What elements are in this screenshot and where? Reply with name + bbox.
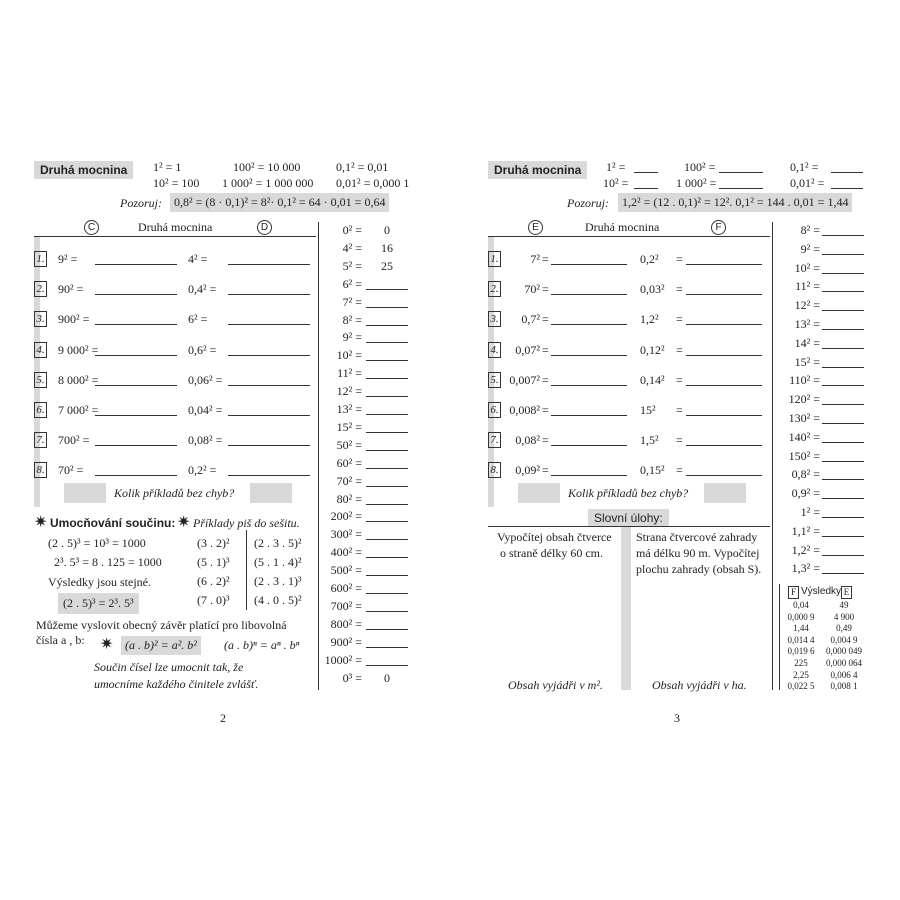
exercise: (4 . 0 . 5)² — [254, 593, 302, 607]
umoc-line: Výsledky jsou stejné. — [48, 575, 151, 589]
example: 100² = 10 000 — [233, 160, 301, 174]
square-label: 9² = — [800, 241, 820, 256]
right-title: Druhá mocnina — [488, 161, 587, 179]
row-number: 7. — [34, 432, 47, 448]
answer-blank[interactable] — [686, 284, 762, 295]
soucin-note: umocníme každého činitele zvlášť. — [94, 677, 259, 691]
task-text: Strana čtvercové zahrady — [636, 530, 758, 544]
square-value: 0 — [384, 223, 390, 237]
square-label: 1,1² = — [791, 523, 820, 538]
example: 100² = — [684, 160, 716, 174]
exercise-c: 700² = — [58, 433, 90, 448]
general-rule-text: Můžeme vyslovit obecný závěr platící pro libovolná — [36, 618, 287, 632]
answer-blank[interactable] — [366, 315, 408, 326]
square-label: 13² = — [336, 402, 362, 416]
exercise: (5 . 1)³ — [197, 555, 230, 569]
result-e: 0,49 — [836, 623, 852, 634]
answer-blank[interactable] — [822, 357, 864, 368]
square-label: 10² = — [794, 260, 820, 275]
square-label: 8² = — [800, 223, 820, 237]
word-problems-title: Slovní úlohy: — [588, 509, 669, 527]
square-label: 900² = — [330, 634, 362, 649]
answer-blank[interactable] — [366, 494, 408, 505]
result-e: 49 — [839, 600, 849, 610]
square-value: 25 — [381, 258, 393, 273]
example: 10² = 100 — [153, 176, 200, 190]
exercise-e: 0,07² — [515, 342, 540, 357]
column-d-marker: D — [257, 220, 272, 235]
exercise-d: 0,2² = — [188, 463, 217, 478]
row-number: 5. — [488, 372, 501, 388]
result-e: 0,000 064 — [826, 658, 862, 668]
square-label: 80² = — [336, 491, 362, 506]
square-label: 13² = — [794, 317, 820, 331]
square-label: 1000² = — [324, 652, 362, 667]
square-label: 1,3² = — [791, 561, 820, 576]
kolik-question: Kolik příkladů bez chyb? — [568, 486, 689, 500]
answer-blank[interactable] — [366, 279, 408, 290]
square-label: 700² = — [330, 598, 362, 613]
answer-blank[interactable] — [822, 244, 864, 255]
answer-blank[interactable] — [822, 263, 864, 274]
answer-blank[interactable] — [551, 405, 627, 416]
equals-sign: = — [542, 372, 549, 387]
result-f: 0,022 5 — [787, 681, 815, 692]
exercise-d: 0,6² = — [188, 342, 217, 357]
column-c-marker: C — [84, 220, 99, 235]
answer-blank[interactable] — [228, 465, 310, 476]
result-f: 0,019 6 — [787, 646, 815, 657]
answer-blank[interactable] — [95, 435, 177, 446]
square-label: 11² = — [795, 279, 820, 294]
row-number: 7. — [488, 432, 501, 448]
square-label: 12² = — [336, 384, 362, 399]
answer-blank[interactable] — [366, 350, 408, 361]
exercise-d: 0,04² = — [188, 403, 223, 417]
equals-sign: = — [676, 342, 683, 357]
column-f-marker: F — [711, 220, 726, 235]
square-label: 70² = — [336, 473, 362, 488]
square-label: 14² = — [794, 335, 820, 350]
left-title: Druhá mocnina — [34, 161, 133, 179]
answer-blank[interactable] — [686, 465, 762, 476]
pozoruj-label: Pozoruj: — [567, 196, 609, 210]
equals-sign: = — [676, 403, 683, 417]
square-label: 8² = — [342, 312, 362, 327]
example: 0,1² = 0,01 — [336, 160, 389, 174]
exercise-c: 70² = — [58, 463, 84, 478]
answer-blank[interactable] — [366, 422, 408, 433]
answer-blank[interactable] — [228, 435, 310, 446]
example: 0,1² = — [790, 160, 819, 174]
example: 0,01² = — [790, 176, 825, 190]
answer-blank[interactable] — [366, 565, 408, 576]
formula-box: (a . b)² = a². b² — [121, 636, 201, 655]
row-number: 1. — [488, 251, 501, 267]
star-icon: ✷ — [100, 636, 114, 653]
equals-sign: = — [542, 463, 549, 478]
answer-blank[interactable] — [822, 545, 864, 556]
exercise: (3 . 2)² — [197, 536, 230, 550]
priklady-note: Příklady piš do sešitu. — [193, 516, 300, 530]
answer-blank[interactable] — [366, 655, 408, 666]
square-label: 9² = — [342, 330, 362, 345]
answer-blank[interactable] — [822, 281, 864, 292]
exercise-e: 0,08² — [515, 433, 540, 448]
square-label: 500² = — [330, 563, 362, 578]
answer-blank[interactable] — [822, 469, 864, 480]
exercise-f: 1,2² — [640, 312, 659, 327]
pozoruj-expression: 1,2² = (12 . 0,1)² = 12². 0,1² = 144 . 0,01 = 1,44 — [618, 193, 852, 212]
row-number: 5. — [34, 372, 47, 388]
square-label: 1,2² = — [791, 542, 820, 557]
answer-blank[interactable] — [366, 547, 408, 558]
answer-blank[interactable] — [366, 583, 408, 594]
row-number: 3. — [488, 311, 501, 327]
answer-blank[interactable] — [366, 332, 408, 343]
square-label: 60² = — [336, 455, 362, 470]
soucin-note: Součin čísel lze umocnit tak, že — [94, 660, 244, 674]
answer-blank[interactable] — [228, 284, 310, 295]
answer-blank[interactable] — [366, 476, 408, 487]
square-label: 300² = — [330, 527, 362, 542]
answer-blank[interactable] — [822, 563, 864, 574]
equals-sign: = — [542, 282, 549, 297]
exercise-f: 15² — [640, 403, 656, 417]
row-number: 8. — [488, 462, 501, 478]
answer-blank[interactable] — [366, 386, 408, 397]
answer-blank[interactable] — [95, 345, 177, 356]
answer-blank[interactable] — [686, 405, 762, 416]
answer-blank[interactable] — [366, 458, 408, 469]
answer-blank[interactable] — [551, 465, 627, 476]
answer-blank[interactable] — [551, 314, 627, 325]
square-value: 0 — [384, 670, 390, 685]
answer-blank[interactable] — [686, 254, 762, 265]
exercise-e: 0,7² — [521, 312, 540, 327]
square-label: 12² = — [794, 298, 820, 313]
equals-sign: = — [542, 252, 549, 266]
square-value: 16 — [381, 240, 393, 255]
answer-blank[interactable] — [551, 284, 627, 295]
answer-blank[interactable] — [822, 432, 864, 443]
exercise-c: 9² = — [58, 252, 78, 266]
answer-blank[interactable] — [95, 314, 177, 325]
square-label: 7² = — [342, 294, 362, 309]
example: 1 000² = — [676, 176, 717, 190]
exercise-f: 1,5² — [640, 433, 659, 448]
umoc-line: (2 . 5)³ = 10³ = 1000 — [48, 536, 146, 550]
obsah-note: Obsah vyjádři v ha. — [652, 678, 747, 692]
answer-blank[interactable] — [228, 405, 310, 416]
equals-sign: = — [542, 403, 549, 417]
equals-sign: = — [676, 312, 683, 327]
task-text: má délku 90 m. Vypočítej — [636, 546, 760, 560]
square-label: 150² = — [788, 448, 820, 463]
row-number: 6. — [34, 402, 47, 418]
exercise-e: 0,09² — [515, 463, 540, 478]
pozoruj-label: Pozoruj: — [120, 196, 162, 210]
answer-blank[interactable] — [822, 451, 864, 462]
answer-blank[interactable] — [551, 254, 627, 265]
exercise-e: 0,008² — [509, 403, 540, 417]
answer-blank[interactable] — [228, 314, 310, 325]
answer-blank[interactable] — [95, 254, 177, 265]
answer-blank[interactable] — [822, 526, 864, 537]
example: 0,01² = 0,000 1 — [336, 176, 410, 190]
equals-sign: = — [542, 342, 549, 357]
task-text: plochu zahrady (obsah S). — [636, 562, 762, 576]
result-f: 0,000 9 — [787, 611, 815, 622]
exercise-f: 0,2² — [640, 252, 659, 266]
page-number: 2 — [220, 711, 226, 725]
exercise-e: 0,007² — [509, 372, 540, 387]
square-label: 50² = — [336, 437, 362, 452]
answer-blank[interactable] — [366, 297, 408, 308]
formula: (a . b)ⁿ = aⁿ . bⁿ — [224, 638, 300, 652]
answer-blank[interactable] — [366, 440, 408, 451]
row-number: 1. — [34, 251, 47, 267]
square-label: 130² = — [788, 411, 820, 425]
answer-blank[interactable] — [822, 225, 864, 236]
row-number: 2. — [488, 281, 501, 297]
row-number: 8. — [34, 462, 47, 478]
exercise-c: 7 000² = — [58, 403, 99, 417]
result-f: 0,014 4 — [787, 634, 815, 645]
exercise-d: 0,4² = — [188, 282, 217, 297]
example: 10² = — [603, 176, 629, 190]
answer-blank[interactable] — [551, 375, 627, 386]
answer-blank[interactable] — [822, 338, 864, 349]
answer-blank[interactable] — [228, 375, 310, 386]
answer-blank[interactable] — [95, 465, 177, 476]
answer-blank[interactable] — [95, 375, 177, 386]
square-label: 0,8² = — [791, 467, 820, 482]
equals-sign: = — [676, 463, 683, 478]
result-f: 1,44 — [793, 623, 809, 634]
equals-sign: = — [542, 433, 549, 448]
obsah-note: Obsah vyjádři v m². — [508, 678, 603, 692]
result-e: 0,004 9 — [830, 634, 858, 645]
answer-blank[interactable] — [822, 319, 864, 330]
row-number: 2. — [34, 281, 47, 297]
row-number: 4. — [34, 342, 47, 358]
answer-blank[interactable] — [366, 404, 408, 415]
exercise: (5 . 1 . 4)² — [254, 555, 302, 569]
result-f: 2,25 — [793, 669, 809, 680]
exercise: (7 . 0)³ — [197, 593, 230, 607]
result-e: 0,008 1 — [830, 681, 858, 692]
column-title: Druhá mocnina — [585, 220, 660, 234]
exercise-f: 0,15² — [640, 463, 665, 478]
answer-blank[interactable] — [551, 345, 627, 356]
square-label: 200² = — [330, 509, 362, 524]
square-label: 6² = — [342, 276, 362, 291]
square-label: 10² = — [336, 348, 362, 363]
result-e: 0,006 4 — [830, 669, 858, 680]
answer-blank[interactable] — [686, 314, 762, 325]
result-e: 4 900 — [833, 611, 855, 622]
exercise-d: 4² = — [188, 252, 208, 266]
answer-blank[interactable] — [366, 368, 408, 379]
square-label: 400² = — [330, 545, 362, 560]
exercise-f: 0,14² — [640, 372, 665, 387]
star-icon: ✷ — [177, 514, 191, 531]
answer-blank[interactable] — [228, 345, 310, 356]
answer-blank[interactable] — [822, 394, 864, 405]
vysledky-f-marker: F — [788, 586, 799, 599]
answer-blank[interactable] — [228, 254, 310, 265]
umoc-title: Umocňování součinu: — [50, 516, 176, 530]
row-number: 4. — [488, 342, 501, 358]
square-label: 0,9² = — [791, 486, 820, 501]
kolik-question: Kolik příkladů bez chyb? — [114, 486, 235, 500]
column-title: Druhá mocnina — [138, 220, 213, 234]
square-label: 11² = — [337, 366, 362, 381]
answer-blank[interactable] — [95, 405, 177, 416]
umoc-rule-box: (2 . 5)³ = 2³. 5³ — [58, 593, 139, 614]
answer-blank[interactable] — [551, 435, 627, 446]
column-e-marker: E — [528, 220, 543, 235]
star-icon: ✷ — [34, 514, 48, 531]
pozoruj-expression: 0,8² = (8 · 0,1)² = 8²· 0,1² = 64 · 0,01 = 0,64 — [170, 193, 389, 212]
example: 1² = 1 — [153, 160, 182, 174]
answer-blank[interactable] — [366, 511, 408, 522]
exercise-c: 9 000² = — [58, 342, 99, 357]
answer-blank[interactable] — [366, 601, 408, 612]
answer-blank[interactable] — [686, 375, 762, 386]
exercise: (2 . 3 . 1)³ — [254, 574, 302, 588]
exercise-c: 900² = — [58, 312, 90, 327]
equals-sign: = — [676, 433, 683, 448]
answer-blank[interactable] — [686, 435, 762, 446]
square-label: 140² = — [788, 429, 820, 444]
answer-blank[interactable] — [822, 507, 864, 518]
exercise-d: 6² = — [188, 312, 208, 327]
square-label: 600² = — [330, 581, 362, 595]
square-label: 5² = — [342, 258, 362, 273]
page-number: 3 — [674, 711, 680, 725]
exercise-f: 0,12² — [640, 342, 665, 357]
square-label: 1² = — [800, 505, 820, 519]
equals-sign: = — [676, 282, 683, 297]
exercise-e: 70² — [524, 282, 540, 297]
task-text: o straně délky 60 cm. — [500, 546, 603, 560]
vysledky-e-marker: E — [841, 586, 852, 599]
exercise-d: 0,08² = — [188, 433, 223, 448]
exercise: (2 . 3 . 5)² — [254, 536, 302, 550]
square-label: 800² = — [330, 616, 362, 631]
square-label: 4² = — [342, 240, 362, 255]
equals-sign: = — [542, 312, 549, 327]
answer-blank[interactable] — [686, 345, 762, 356]
exercise-c: 8 000² = — [58, 372, 99, 387]
exercise-f: 0,03² — [640, 282, 665, 297]
equals-sign: = — [676, 252, 683, 266]
row-number: 3. — [34, 311, 47, 327]
exercise-c: 90² = — [58, 282, 84, 297]
example: 1² = — [606, 160, 626, 174]
general-rule-text: čísla a , b: — [36, 633, 85, 647]
answer-blank[interactable] — [366, 619, 408, 630]
answer-blank[interactable] — [366, 529, 408, 540]
square-label: 0² = — [342, 223, 362, 237]
umoc-line: 2³. 5³ = 8 . 125 = 1000 — [54, 555, 162, 569]
exercise-e: 7² — [530, 252, 540, 266]
answer-blank[interactable] — [822, 488, 864, 499]
row-number: 6. — [488, 402, 501, 418]
task-text: Vypočítej obsah čtverce — [497, 530, 612, 544]
answer-blank[interactable] — [366, 637, 408, 648]
example: 1 000² = 1 000 000 — [222, 176, 314, 190]
square-label: 0³ = — [342, 670, 362, 685]
exercise-d: 0,06² = — [188, 372, 223, 387]
answer-blank[interactable] — [822, 375, 864, 386]
answer-blank[interactable] — [822, 300, 864, 311]
equals-sign: = — [676, 372, 683, 387]
answer-blank[interactable] — [95, 284, 177, 295]
result-f: 0,04 — [793, 600, 809, 610]
answer-blank[interactable] — [822, 413, 864, 424]
square-label: 15² = — [336, 419, 362, 434]
vysledky-label: Výsledky — [801, 586, 842, 597]
exercise: (6 . 2)² — [197, 574, 230, 588]
square-label: 120² = — [788, 392, 820, 407]
square-label: 15² = — [794, 354, 820, 369]
square-label: 110² = — [789, 373, 820, 388]
result-f: 225 — [794, 658, 808, 668]
result-e: 0,000 049 — [826, 646, 862, 657]
